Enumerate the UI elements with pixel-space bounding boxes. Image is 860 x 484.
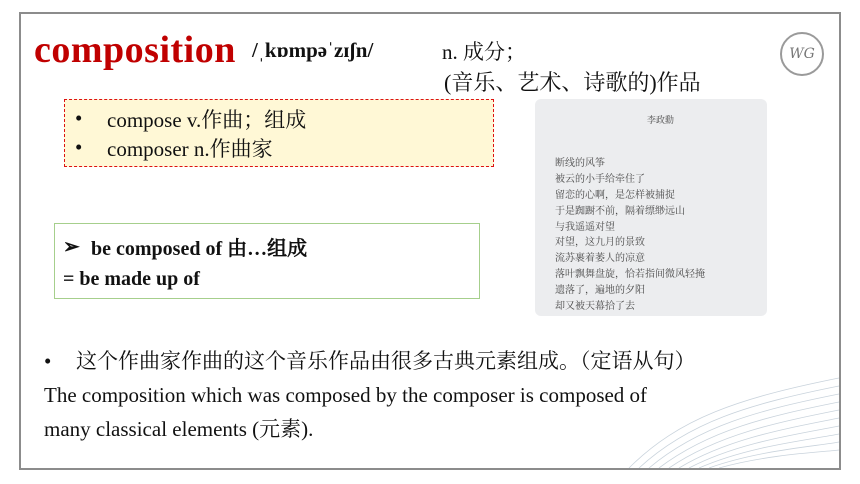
- phrase-box: [54, 223, 480, 299]
- vocab-definition-2: (音乐、艺术、诗歌的)作品: [444, 70, 701, 95]
- example-english-line-2: many classical elements (元素).: [44, 417, 314, 441]
- list-item: [71, 104, 493, 133]
- related-word-text: composer n.作曲家: [107, 136, 273, 161]
- list-item: [71, 133, 493, 162]
- poem-author: 李政勳: [647, 116, 675, 126]
- logo-text: WG: [789, 46, 815, 62]
- phrase-text: be composed of 由…组成: [91, 238, 308, 260]
- wg-logo-icon: [780, 32, 824, 76]
- related-words-box: [64, 99, 494, 167]
- example-chinese: [44, 344, 834, 378]
- poem-line: 流苏裹着萎人的凉意: [555, 253, 645, 265]
- example-sentence: [44, 344, 834, 446]
- poem-line: 于是踟蹰不前，隔着缥缈远山: [555, 205, 685, 217]
- vocab-phonetic: /ˌkɒmpəˈzɪʃn/: [252, 38, 374, 62]
- poem-line: 留恋的心啊，是怎样被捕捉: [555, 189, 675, 201]
- bullet-icon: •: [44, 349, 52, 373]
- bullet-icon: •: [75, 135, 83, 159]
- phrase-row: [63, 230, 479, 263]
- arrow-bullet-icon: ➢: [63, 236, 80, 258]
- poem-line: 却又被天幕拾了去: [555, 301, 635, 312]
- poem-line: 被云的小手给牵住了: [555, 173, 645, 185]
- example-chinese-text: 这个作曲家作曲的这个音乐作品由很多古典元素组成。（定语从句）: [76, 349, 696, 373]
- poem-line: 断线的风筝: [555, 158, 605, 169]
- poem-line: 落叶飘舞盘旋，恰若指间微风轻掩: [555, 269, 705, 281]
- vocab-definition-1: n. 成分；: [442, 40, 526, 64]
- poem-image: [535, 99, 767, 316]
- related-word-text: compose v.作曲；组成: [107, 107, 307, 132]
- poem-line: 与我遥遥对望: [555, 221, 615, 233]
- equal-row: = be made up of: [63, 268, 200, 290]
- vocab-word: composition: [34, 29, 236, 71]
- bullet-icon: •: [75, 106, 83, 130]
- poem-line: 对望，这九月的景致: [555, 237, 645, 249]
- poem-line: 遗落了，遍地的夕阳: [555, 285, 645, 297]
- example-english-line-1: The composition which was composed by the composer is composed of: [44, 383, 648, 407]
